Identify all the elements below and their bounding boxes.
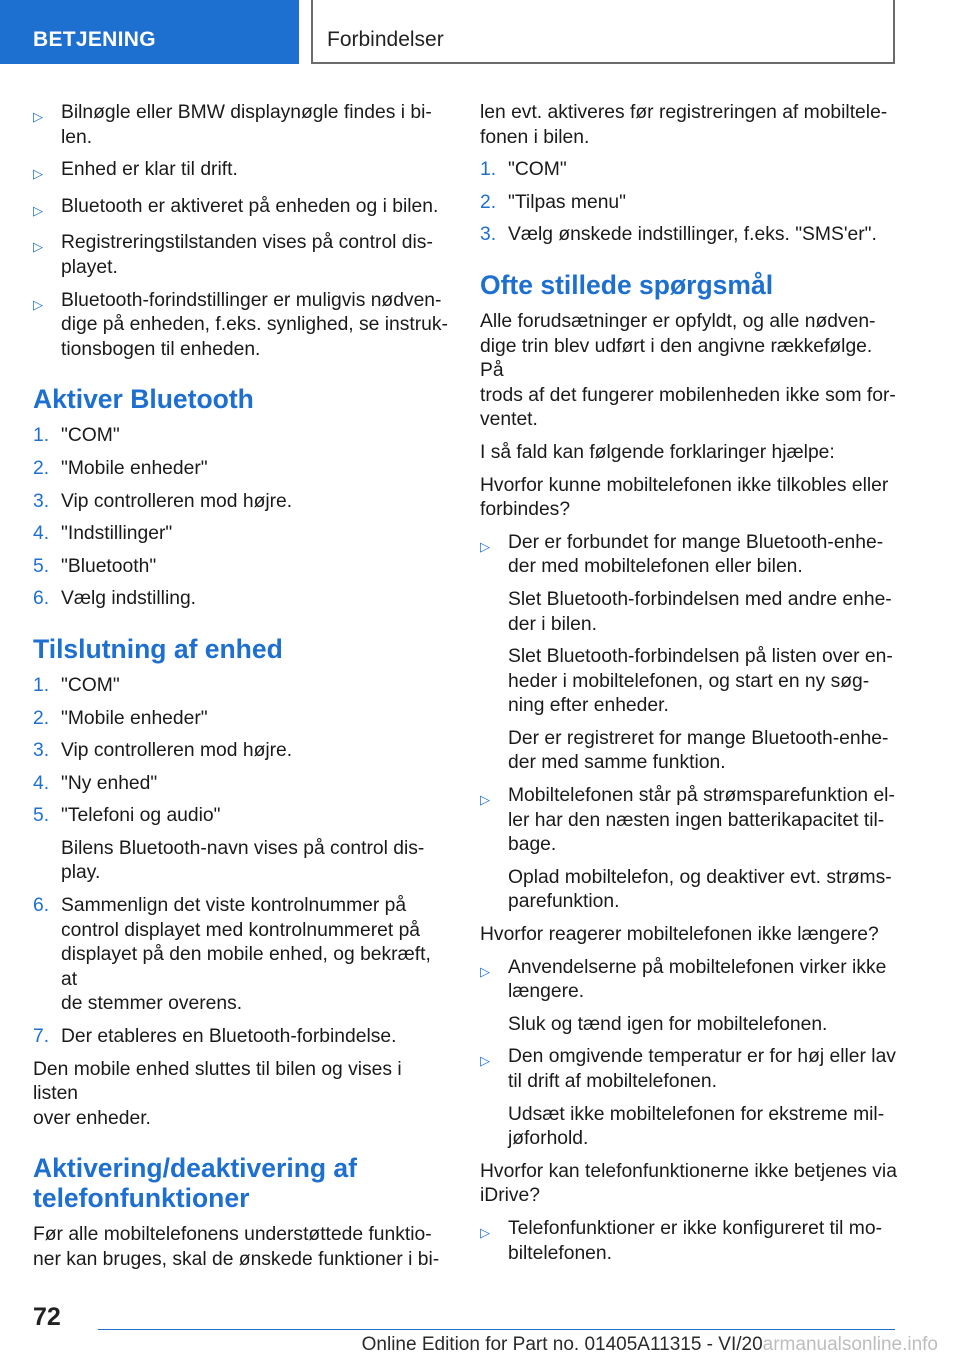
list-item-subtext: Udsæt ikke mobiltelefonen for ekstreme mil- jøforhold.: [508, 1103, 885, 1150]
step-item: [480, 191, 898, 216]
chapter-title: Forbindelser: [327, 28, 444, 51]
step-item: [33, 522, 451, 547]
step-item: [33, 739, 451, 764]
list-item-subtext: Der er registreret for mange Bluetooth-enhe- der med samme funktion.: [508, 727, 889, 774]
activate-steps-list: [33, 424, 451, 612]
page-number: 72: [33, 1303, 61, 1331]
step-number: 6.: [33, 588, 50, 610]
continued-paragraph: len evt. aktiveres før registreringen af mobiltele- fonen i bilen.: [480, 102, 888, 148]
list-item: [33, 195, 451, 224]
menu-steps-list: [480, 158, 898, 248]
step-text: "Ny enhed": [61, 772, 158, 794]
list-item-text: Bluetooth er aktiveret på enheden og i bilen.: [61, 195, 439, 217]
step-number: 3.: [480, 224, 497, 246]
list-item-text: Den omgivende temperatur er for høj eller lav til drift af mobiltelefonen.: [508, 1046, 896, 1092]
step-item: [33, 772, 451, 797]
step-text: "COM": [61, 425, 120, 447]
step-text: Vælg ønskede indstillinger, f.eks. "SMS'er".: [508, 224, 877, 246]
faq-intro: Alle forudsætninger er opfyldt, og alle nødven- dige trin blev udført i den angivne rækkefølge. På trods af det fungerer mobilenheden ikke som for- ventet.: [480, 310, 896, 431]
step-item: [33, 587, 451, 612]
step-text: Der etableres en Bluetooth-forbindelse.: [61, 1026, 397, 1048]
step-number: 1.: [480, 159, 497, 181]
step-item: [33, 1025, 451, 1050]
chapter-title-box: [311, 0, 895, 64]
step-number: 5.: [33, 805, 50, 827]
phone-functions-paragraph: Før alle mobiltelefonens understøttede funktio- ner kan bruges, skal de ønskede funktioner i bi-: [33, 1224, 440, 1270]
list-item-subtext: Oplad mobiltelefon, og deaktiver evt. strøms- parefunktion.: [508, 866, 892, 913]
answer-list-1: [480, 531, 898, 915]
step-text: "Bluetooth": [61, 555, 157, 577]
step-number: 1.: [33, 425, 50, 447]
step-subtext: Bilens Bluetooth-navn vises på control dis- play.: [61, 837, 425, 884]
step-text: "COM": [61, 674, 120, 696]
left-column: [33, 101, 451, 1281]
step-number: 3.: [33, 490, 50, 512]
triangle-right-outline-icon: ▷: [480, 538, 490, 554]
step-number: 4.: [33, 523, 50, 545]
faq-hint: I så fald kan følgende forklaringer hjælpe:: [480, 441, 835, 463]
step-text: Vælg indstilling.: [61, 588, 197, 610]
section-label: BETJENING: [33, 28, 156, 51]
list-item-text: Anvendelserne på mobiltelefonen virker ikke længere.: [508, 956, 887, 1003]
step-item: [33, 804, 451, 886]
list-item: [480, 956, 898, 1038]
step-text: "Tilpas menu": [508, 191, 626, 213]
list-item-subtext: Slet Bluetooth-forbindelsen med andre enhe- der i bilen.: [508, 588, 892, 635]
list-item: [33, 231, 451, 280]
list-item-text: Telefonfunktioner er ikke konfigureret til mo- biltelefonen.: [508, 1217, 883, 1264]
step-item: [33, 555, 451, 580]
step-text: "Indstillinger": [61, 523, 173, 545]
list-item: [480, 1045, 898, 1151]
triangle-right-outline-icon: ▷: [33, 109, 43, 124]
step-item: [33, 674, 451, 699]
answer-list-2: [480, 956, 898, 1152]
list-item-text: Enhed er klar til drift.: [61, 159, 238, 181]
triangle-right-outline-icon: ▷: [480, 1224, 490, 1240]
step-text: "Mobile enheder": [61, 707, 208, 729]
step-item: [33, 707, 451, 732]
question-3: Hvorfor kan telefonfunktionerne ikke betjenes via iDrive?: [480, 1160, 897, 1207]
step-text: "COM": [508, 159, 567, 181]
heading-faq: Ofte stillede spørgsmål: [480, 269, 774, 300]
connect-steps-list: [33, 674, 451, 1050]
step-item: [480, 223, 898, 248]
step-text: Sammenlign det viste kontrolnummer på control displayet med kontrolnummeret på displayet på den mobile enhed, og bekræft, at de stemmer overens.: [61, 895, 431, 1015]
step-text: "Mobile enheder": [61, 457, 208, 479]
step-text: "Telefoni og audio": [61, 805, 221, 827]
list-item: [480, 1217, 898, 1266]
list-item: [33, 289, 451, 363]
heading-activate-bluetooth: Aktiver Bluetooth: [33, 384, 254, 415]
step-number: 4.: [33, 772, 50, 794]
step-number: 1.: [33, 674, 50, 696]
step-item: [33, 894, 451, 1017]
list-item-text: Registreringstilstanden vises på control dis- playet.: [61, 232, 433, 278]
list-item-text: Bilnøgle eller BMW displaynøgle findes i bi- len.: [61, 102, 432, 148]
footer-edition: Online Edition for Part no. 01405A11315 - VI/20armanualsonline.info: [361, 1334, 938, 1355]
step-text: Vip controlleren mod højre.: [61, 740, 293, 762]
connect-paragraph: Den mobile enhed sluttes til bilen og vises i listen over enheder.: [33, 1058, 402, 1129]
triangle-right-outline-icon: ▷: [33, 166, 43, 182]
step-number: 2.: [480, 191, 497, 213]
list-item-text: Mobiltelefonen står på strømsparefunktion el- ler har den næsten ingen batterikapacitet til- bage.: [508, 785, 895, 856]
triangle-right-outline-icon: ▷: [480, 792, 490, 808]
list-item: [33, 101, 451, 150]
section-tab: [0, 0, 299, 64]
list-item-subtext: Sluk og tænd igen for mobiltelefonen.: [508, 1013, 828, 1035]
step-item: [33, 490, 451, 515]
triangle-right-outline-icon: ▷: [33, 202, 43, 218]
step-number: 5.: [33, 555, 50, 577]
list-item-text: Der er forbundet for mange Bluetooth-enhe- der med mobiltelefonen eller bilen.: [508, 531, 884, 578]
step-text: Vip controlleren mod højre.: [61, 490, 293, 512]
step-number: 7.: [33, 1026, 50, 1048]
footer-divider: [98, 1329, 895, 1330]
list-item: [480, 531, 898, 776]
watermark-text: armanualsonline.info: [762, 1334, 938, 1355]
triangle-right-outline-icon: ▷: [480, 1053, 490, 1069]
triangle-right-outline-icon: ▷: [480, 963, 490, 979]
heading-phone-functions: Aktivering/deaktivering af telefonfunktioner: [33, 1153, 357, 1214]
step-number: 3.: [33, 740, 50, 762]
heading-connect-device: Tilslutning af enhed: [33, 633, 283, 664]
list-item: [480, 784, 898, 915]
triangle-right-outline-icon: ▷: [33, 296, 43, 312]
list-item: [33, 158, 451, 187]
question-2: Hvorfor reagerer mobiltelefonen ikke længere?: [480, 924, 879, 946]
list-item-subtext: Slet Bluetooth-forbindelsen på listen over en- heder i mobiltelefonen, og start en ny søg- ning efter enheder.: [508, 646, 893, 717]
answer-list-3: [480, 1217, 898, 1266]
step-number: 2.: [33, 707, 50, 729]
right-column: [480, 101, 898, 1274]
question-1: Hvorfor kunne mobiltelefonen ikke tilkobles eller forbindes?: [480, 474, 889, 521]
step-number: 6.: [33, 895, 50, 917]
step-item: [33, 457, 451, 482]
prerequisite-list: [33, 101, 451, 362]
triangle-right-outline-icon: ▷: [33, 239, 43, 255]
step-item: [480, 158, 898, 183]
list-item-text: Bluetooth-forindstillinger er muligvis nødven- dige på enheden, f.eks. synlighed, se instruk- tionsbogen til enheden.: [61, 289, 448, 360]
step-item: [33, 424, 451, 449]
step-number: 2.: [33, 457, 50, 479]
